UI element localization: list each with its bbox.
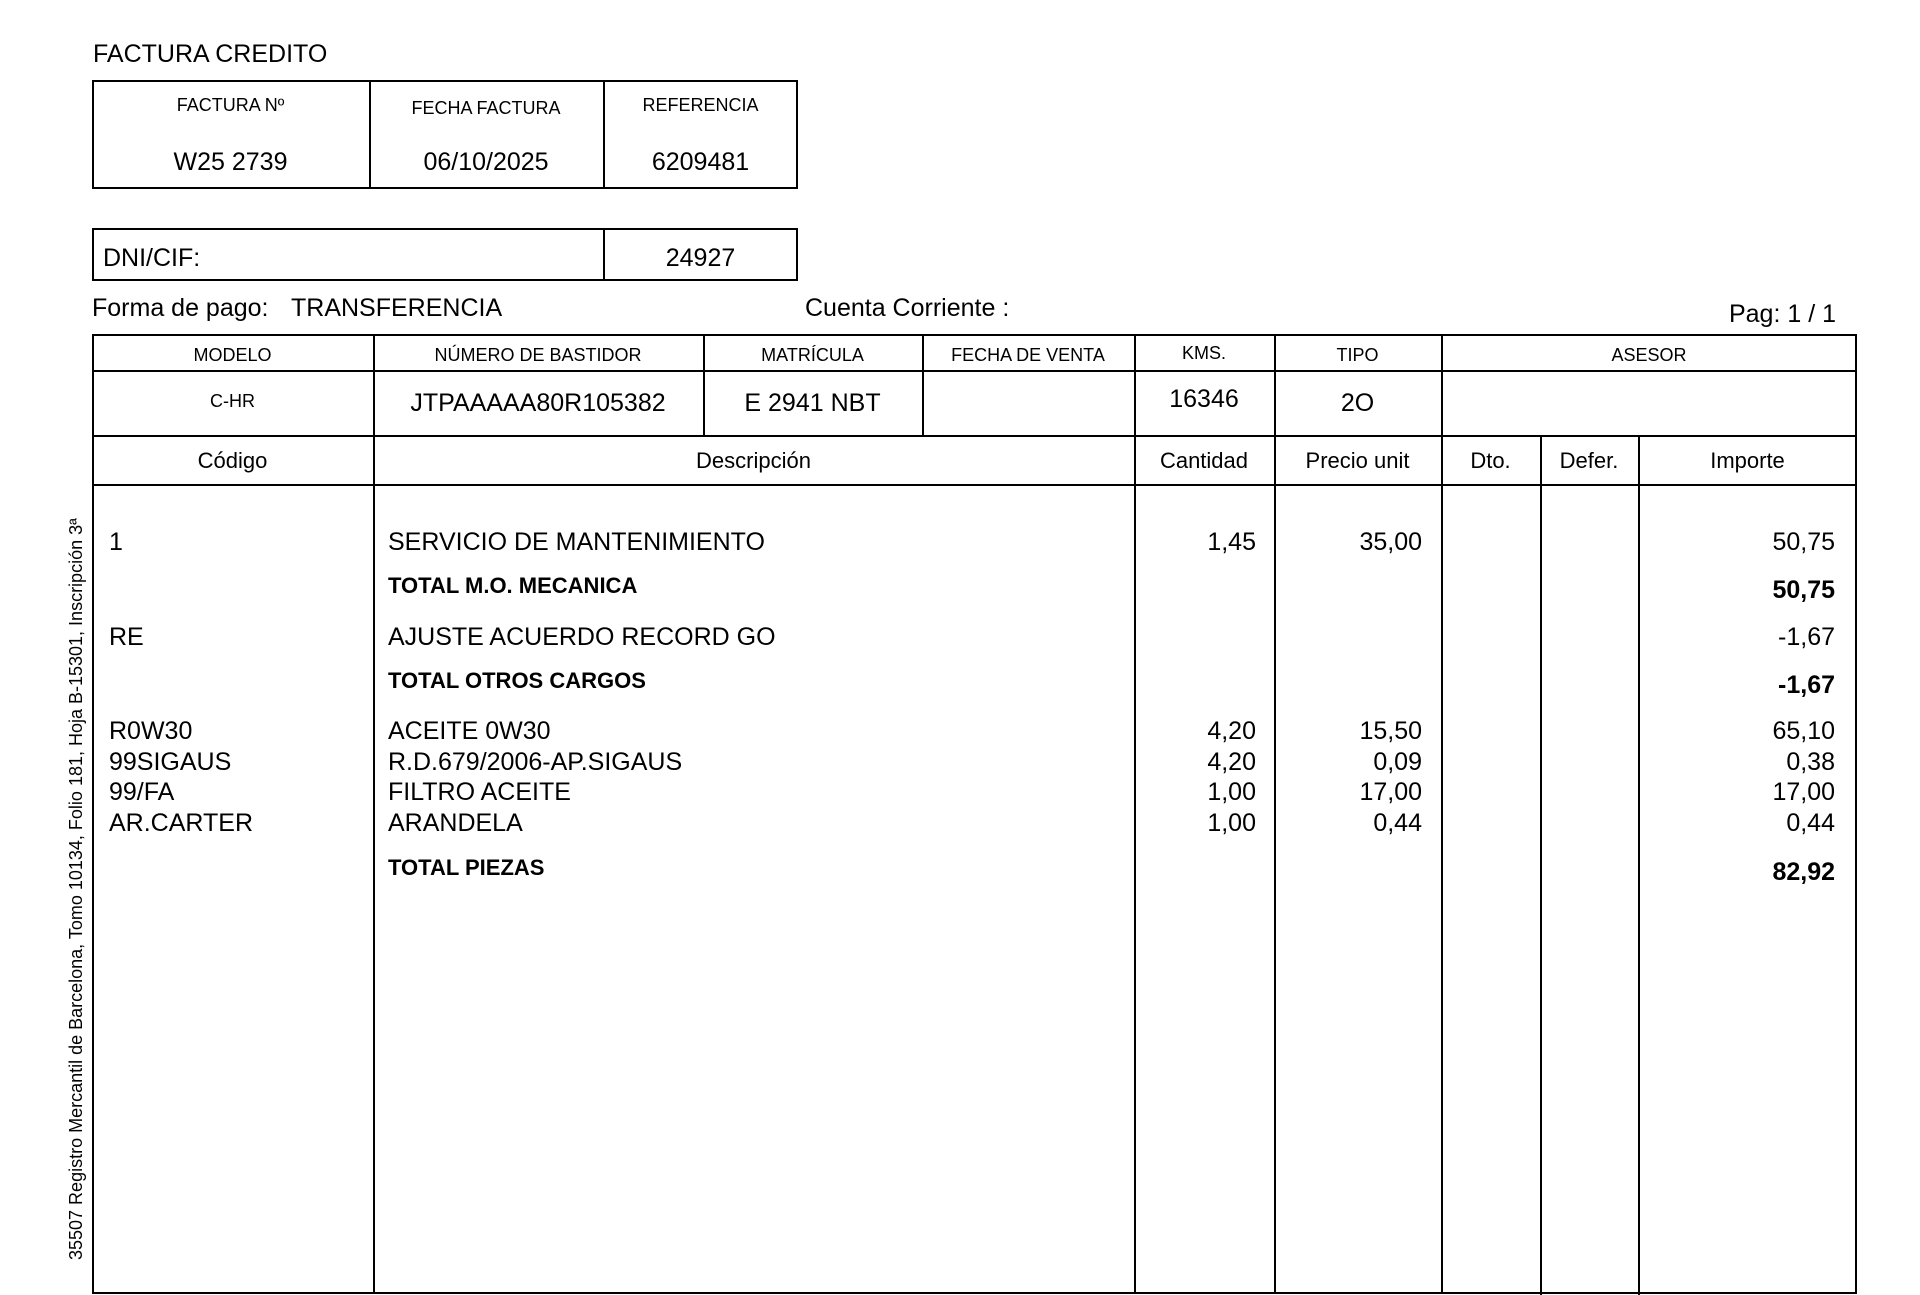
line-code: AR.CARTER xyxy=(109,809,254,837)
line-quantity: 4,20 xyxy=(1207,748,1256,776)
subtotal-label: TOTAL OTROS CARGOS xyxy=(388,668,646,693)
col-header-unit-price: Precio unit xyxy=(1305,448,1410,473)
line-description: ACEITE 0W30 xyxy=(388,717,551,745)
line-amount: -1,67 xyxy=(1778,623,1835,651)
line-code: RE xyxy=(109,623,144,651)
line-unit-price: 0,09 xyxy=(1373,748,1422,776)
subtotal-label: TOTAL PIEZAS xyxy=(388,855,545,880)
line-amount: 65,10 xyxy=(1772,717,1835,745)
col-header-code: Código xyxy=(197,448,268,473)
vehicle-header-vin: NÚMERO DE BASTIDOR xyxy=(434,345,642,365)
reference-label: REFERENCIA xyxy=(642,95,759,115)
col-header-quantity: Cantidad xyxy=(1159,448,1249,473)
vehicle-model: C-HR xyxy=(210,391,255,411)
client-id-label: DNI/CIF: xyxy=(103,244,201,272)
vehicle-header-sale-date: FECHA DE VENTA xyxy=(951,345,1105,365)
line-amount: 0,38 xyxy=(1786,748,1835,776)
vehicle-header-kms: KMS. xyxy=(1181,343,1226,363)
line-quantity: 1,00 xyxy=(1207,778,1256,806)
subtotal-amount: -1,67 xyxy=(1778,671,1835,699)
vehicle-header-type: TIPO xyxy=(1336,345,1379,365)
line-code: 1 xyxy=(109,528,123,556)
line-code: 99/FA xyxy=(109,778,175,806)
reference-value: 6209481 xyxy=(651,148,750,176)
invoice-table xyxy=(92,334,1857,1294)
col-header-description: Descripción xyxy=(696,448,811,473)
vehicle-header-model: MODELO xyxy=(193,345,272,365)
line-amount: 50,75 xyxy=(1772,528,1835,556)
line-code: R0W30 xyxy=(109,717,193,745)
subtotal-label: TOTAL M.O. MECANICA xyxy=(388,573,638,598)
vehicle-vin: JTPAAAAA80R105382 xyxy=(410,389,666,417)
page-number: Pag: 1 / 1 xyxy=(1728,300,1836,328)
vehicle-type: 2O xyxy=(1340,389,1375,417)
line-unit-price: 17,00 xyxy=(1359,778,1422,806)
line-unit-price: 0,44 xyxy=(1373,809,1422,837)
line-quantity: 1,45 xyxy=(1207,528,1256,556)
payment-label: Forma de pago: xyxy=(92,294,269,322)
line-description: FILTRO ACEITE xyxy=(388,778,571,806)
line-amount: 17,00 xyxy=(1772,778,1835,806)
vehicle-kms: 16346 xyxy=(1169,385,1239,413)
line-unit-price: 15,50 xyxy=(1359,717,1422,745)
invoice-number: W25 2739 xyxy=(173,148,288,176)
subtotal-amount: 50,75 xyxy=(1772,576,1835,604)
invoice-date: 06/10/2025 xyxy=(423,148,549,176)
line-quantity: 1,00 xyxy=(1207,809,1256,837)
line-amount: 0,44 xyxy=(1786,809,1835,837)
payment-value: TRANSFERENCIA xyxy=(291,294,503,322)
col-header-amount: Importe xyxy=(1710,448,1785,473)
vehicle-header-plate: MATRÍCULA xyxy=(761,345,864,365)
vehicle-plate: E 2941 NBT xyxy=(744,389,881,417)
registry-side-text: 35507 Registro Mercantil de Barcelona, Tomo 10134, Folio 181, Hoja B-15301, Inscripción 3ª xyxy=(66,518,86,1260)
line-description: ARANDELA xyxy=(388,809,523,837)
col-header-discount: Dto. xyxy=(1470,448,1511,473)
document-title: FACTURA CREDITO xyxy=(93,40,328,68)
invoice-number-label: FACTURA Nº xyxy=(176,95,285,115)
client-id-value: 24927 xyxy=(665,244,736,272)
line-description: SERVICIO DE MANTENIMIENTO xyxy=(388,528,765,556)
invoice-date-label: FECHA FACTURA xyxy=(411,98,561,118)
line-code: 99SIGAUS xyxy=(109,748,232,776)
col-header-deferred: Defer. xyxy=(1559,448,1619,473)
line-description: AJUSTE ACUERDO RECORD GO xyxy=(388,623,776,651)
line-description: R.D.679/2006-AP.SIGAUS xyxy=(388,748,683,776)
account-label: Cuenta Corriente : xyxy=(805,294,1010,322)
line-unit-price: 35,00 xyxy=(1359,528,1422,556)
line-quantity: 4,20 xyxy=(1207,717,1256,745)
vehicle-header-advisor: ASESOR xyxy=(1611,345,1687,365)
subtotal-amount: 82,92 xyxy=(1772,858,1835,886)
